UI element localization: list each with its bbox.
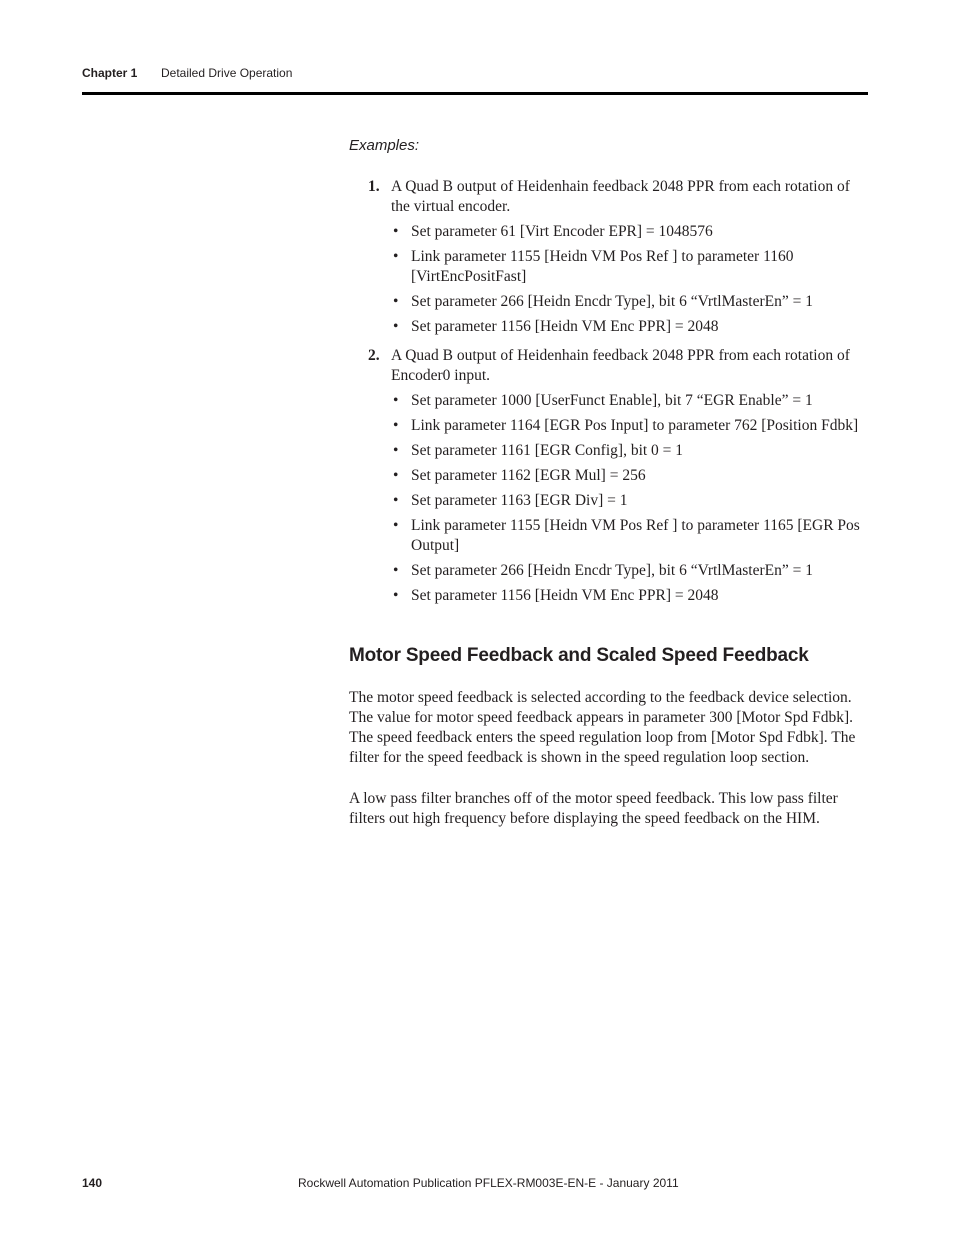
bullet-item: • Set parameter 61 [Virt Encoder EPR] = 1048576: [391, 222, 869, 242]
example-item: [349, 346, 869, 606]
example-text: A Quad B output of Heidenhain feedback 2048 PPR from each rotation of Encoder0 input.: [391, 347, 850, 384]
page-header: [82, 66, 868, 95]
bullet-item: • Set parameter 1163 [EGR Div] = 1: [391, 491, 869, 511]
section-title: Detailed Drive Operation: [161, 66, 293, 80]
chapter-label: Chapter 1: [82, 66, 138, 80]
examples-label: Examples:: [349, 137, 420, 154]
section-heading: Motor Speed Feedback and Scaled Speed Feedback: [349, 645, 809, 666]
bullet-list: [391, 391, 869, 606]
bullet-item: • Set parameter 1162 [EGR Mul] = 256: [391, 466, 869, 486]
bullet-item: • Link parameter 1155 [Heidn VM Pos Ref ] to parameter 1160 [VirtEncPositFast]: [391, 247, 869, 287]
bullet-item: • Set parameter 1156 [Heidn VM Enc PPR] = 2048: [391, 586, 869, 606]
main-content: [349, 136, 869, 850]
page-number: 140: [82, 1176, 103, 1190]
bullet-item: • Link parameter 1164 [EGR Pos Input] to parameter 762 [Position Fdbk]: [391, 416, 869, 436]
body-paragraph: The motor speed feedback is selected according to the feedback device selection. The value for motor speed feedback appears in parameter 300 [Motor Spd Fdbk]. The speed feedback enters the speed regulation loop from [Motor Spd Fdbk]. The filter for the speed feedback is shown in the speed regulation loop section.: [349, 689, 856, 766]
bullet-item: • Set parameter 1161 [EGR Config], bit 0 = 1: [391, 441, 869, 461]
bullet-item: • Set parameter 1156 [Heidn VM Enc PPR] = 2048: [391, 317, 869, 337]
example-number: 1.: [368, 178, 380, 195]
bullet-item: • Set parameter 266 [Heidn Encdr Type], bit 6 “VrtlMasterEn” = 1: [391, 561, 869, 581]
bullet-item: • Set parameter 266 [Heidn Encdr Type], bit 6 “VrtlMasterEn” = 1: [391, 292, 869, 312]
bullet-item: • Set parameter 1000 [UserFunct Enable], bit 7 “EGR Enable” = 1: [391, 391, 869, 411]
example-number: 2.: [368, 347, 380, 364]
publication-info: Rockwell Automation Publication PFLEX-RM003E-EN-E - January 2011: [298, 1176, 679, 1190]
body-paragraph: A low pass filter branches off of the motor speed feedback. This low pass filter filters out high frequency before displaying the speed feedback on the HIM.: [349, 790, 838, 827]
bullet-item: • Link parameter 1155 [Heidn VM Pos Ref ] to parameter 1165 [EGR Pos Output]: [391, 516, 869, 556]
example-text: A Quad B output of Heidenhain feedback 2048 PPR from each rotation of the virtual encoder.: [391, 178, 850, 215]
bullet-list: [391, 222, 869, 337]
example-item: [349, 177, 869, 337]
